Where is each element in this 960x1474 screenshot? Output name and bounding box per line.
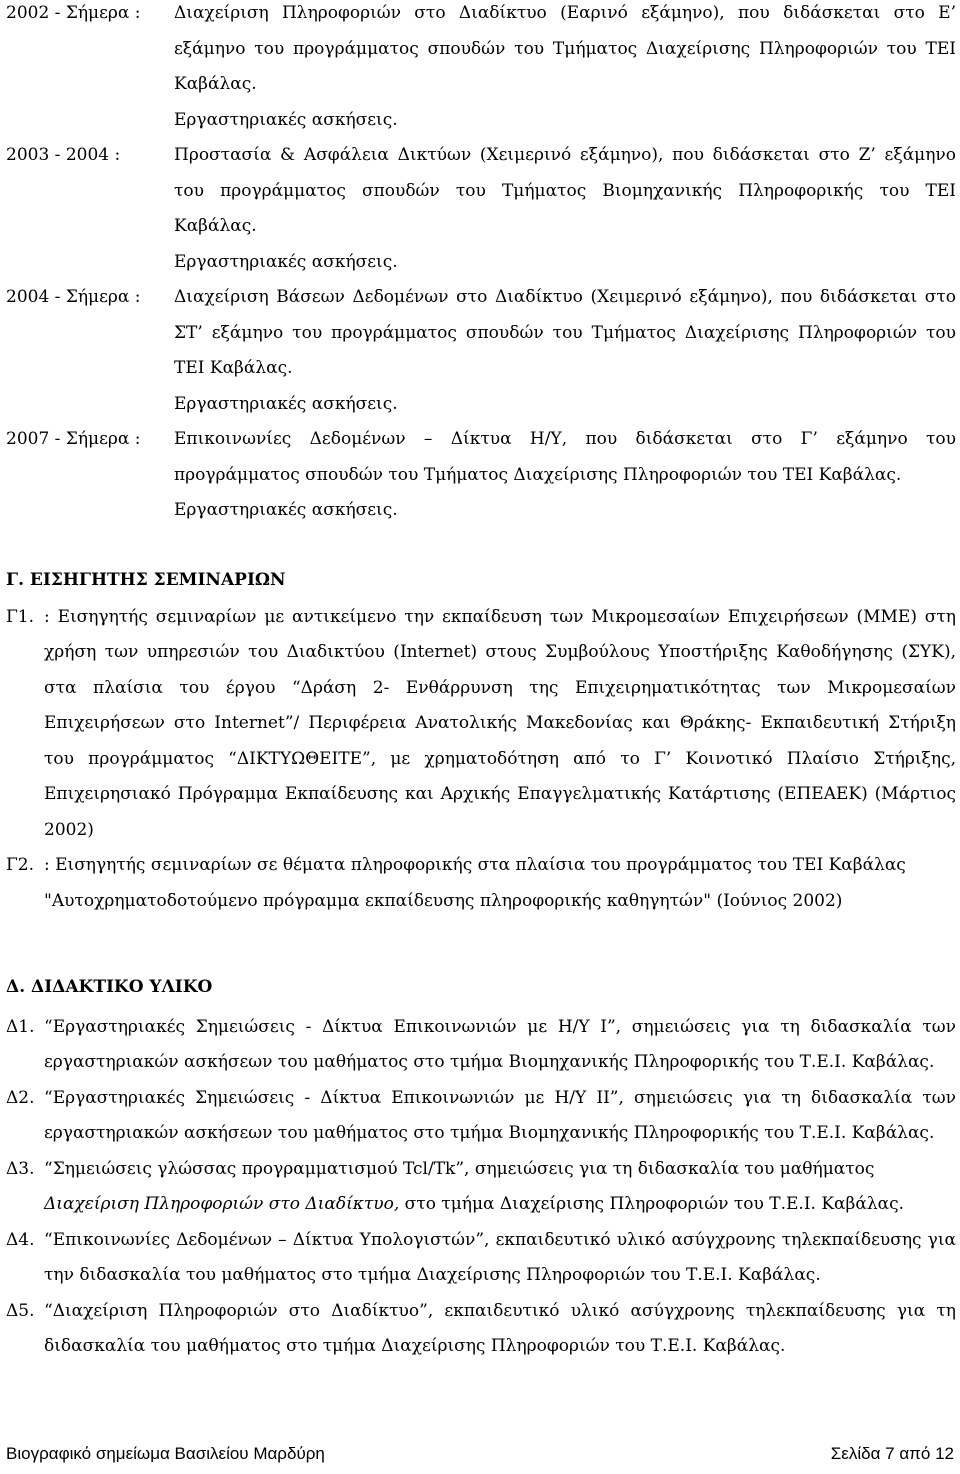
teaching-description: Διαχείριση Βάσεων Δεδομένων στο Διαδίκτυο (Χειμερινό εξάμηνο), που διδάσκεται στο ΣΤ’ εξάμηνο του προγράμματος σπουδών του Τμήματος Διαχείρισης Πληροφοριών του ΤΕΙ Καβάλας. [174, 287, 956, 378]
item-text-continued: στο τμήμα Διαχείρισης Πληροφοριών του Τ.Ε.Ι. Καβάλας. [399, 1194, 905, 1214]
item-text: “Εργαστηριακές Σημειώσεις - Δίκτυα Επικοινωνιών με Η/Υ Ι”, σημειώσεις για τη διδασκαλία των εργαστηριακών ασκήσεων του μαθήματος στο τμήμα Βιομηχανικής Πληροφορικής του Τ.Ε.Ι. Καβάλας. [44, 1016, 956, 1072]
item-number: Δ3. [6, 1158, 35, 1179]
material-item [6, 1223, 956, 1294]
item-number: Δ2. [6, 1087, 35, 1108]
item-text: : Εισηγητής σεμιναρίων σε θέματα πληροφορικής στα πλαίσια του προγράμματος του ΤΕΙ Καβάλας [44, 855, 906, 875]
section-seminars [6, 563, 956, 919]
teaching-note: Εργαστηριακές ασκήσεις. [174, 251, 398, 272]
item-number: Δ1. [6, 1016, 35, 1037]
teaching-note: Εργαστηριακές ασκήσεις. [174, 109, 398, 130]
course-title: Διαχείριση Πληροφοριών στο Διαδίκτυο, [44, 1194, 400, 1214]
teaching-note: Εργαστηριακές ασκήσεις. [174, 500, 398, 520]
item-number: Γ1. [6, 606, 35, 627]
item-text: “Σημειώσεις γλώσσας προγραμματισμού Tcl/Tk”, σημειώσεις για τη διδασκαλία του μαθήματος [44, 1158, 875, 1179]
teaching-period: 2004 - Σήμερα : [6, 287, 141, 307]
item-text: : Εισηγητής σεμιναρίων με αντικείμενο την εκπαίδευση των Μικρομεσαίων Επιχειρήσεων (ΜΜΕ) στη χρήση των υπηρεσιών του Διαδικτύου (Internet) στους Συμβούλους Υποστήριξης Καθοδήγησης (ΣΥΚ), στα πλαίσια του έργου “Δράση 2- Ενθάρρυνση της Επιχειρηματικότητας των Μικρομεσαίων Επιχειρήσεων στο Internet”/ Περιφέρεια Ανατολικής Μακεδονίας και Θράκης- Εκπαιδευτική Στήριξη του προγράμματος “ΔΙΚΤΥΩΘΕΙΤΕ”, με χρηματοδότηση από το Γ’ Κοινοτικό Πλαίσιο Στήριξης, Επιχειρησιακό Πρόγραμμα Εκπαίδευσης και Αρχικής Επαγγελματικής Κατάρτισης (ΕΠΕΑΕΚ) (Μάρτιος 2002) [44, 606, 956, 840]
item-number: Δ5. [6, 1300, 35, 1321]
teaching-entry [6, 0, 956, 138]
item-text: “Διαχείριση Πληροφοριών στο Διαδίκτυο”, εκπαιδευτικό υλικό ασύγχρονης τηλεκπαίδευσης για τη διδασκαλία του μαθήματος στο τμήμα Διαχείρισης Πληροφοριών του Τ.Ε.Ι. Καβάλας. [44, 1300, 956, 1356]
teaching-description: Επικοινωνίες Δεδομένων – Δίκτυα Η/Υ, που διδάσκεται στο Γ’ εξάμηνο του προγράμματος σπουδών του Τμήματος Διαχείρισης Πληροφοριών του ΤΕΙ Καβάλας. [174, 429, 956, 485]
seminar-item [6, 600, 956, 849]
teaching-period: 2003 - 2004 : [6, 145, 121, 165]
item-number: Δ4. [6, 1229, 35, 1250]
teaching-period: 2007 - Σήμερα : [6, 429, 141, 449]
item-text: “Επικοινωνίες Δεδομένων – Δίκτυα Υπολογιστών”, εκπαιδευτικό υλικό ασύγχρονης τηλεκπαίδευσης για την διδασκαλία του μαθήματος στο τμήμα Διαχείρισης Πληροφοριών του Τ.Ε.Ι. Καβάλας. [44, 1229, 956, 1285]
section-title: Γ. ΕΙΣΗΓΗΤΗΣ ΣΕΜΙΝΑΡΙΩΝ [6, 570, 286, 590]
item-text-continued: "Αυτοχρηματοδοτούμενο πρόγραμμα εκπαίδευσης πληροφορικής καθηγητών" (Ιούνιος 2002) [44, 890, 843, 911]
teaching-entry [6, 422, 956, 529]
page-footer [6, 1444, 954, 1464]
teaching-description: Προστασία & Ασφάλεια Δικτύων (Χειμερινό εξάμηνο), που διδάσκεται στο Ζ’ εξάμηνο του προγράμματος σπουδών του Τμήματος Βιομηχανικής Πληροφορικής του ΤΕΙ Καβάλας. [174, 145, 956, 236]
item-number: Γ2. [6, 855, 35, 875]
footer-document-title: Βιογραφικό σημείωμα Βασιλείου Μαρδύρη [6, 1444, 325, 1463]
teaching-entry [6, 280, 956, 422]
teaching-period: 2002 - Σήμερα : [6, 3, 141, 23]
teaching-note: Εργαστηριακές ασκήσεις. [174, 393, 398, 414]
material-item [6, 1152, 956, 1223]
material-item [6, 1010, 956, 1081]
section-teaching-material [6, 970, 956, 1365]
teaching-list [6, 0, 956, 529]
section-title: Δ. ΔΙΔΑΚΤΙΚΟ ΥΛΙΚΟ [6, 977, 213, 997]
material-item [6, 1081, 956, 1152]
seminar-item [6, 848, 956, 919]
item-text: “Εργαστηριακές Σημειώσεις - Δίκτυα Επικοινωνιών με Η/Υ ΙΙ”, σημειώσεις για τη διδασκαλία των εργαστηριακών ασκήσεων του μαθήματος στο τμήμα Βιομηχανικής Πληροφορικής του Τ.Ε.Ι. Καβάλας. [44, 1087, 956, 1143]
teaching-description: Διαχείριση Πληροφοριών στο Διαδίκτυο (Εαρινό εξάμηνο), που διδάσκεται στο Ε’ εξάμηνο του προγράμματος σπουδών του Τμήματος Διαχείρισης Πληροφοριών του ΤΕΙ Καβάλας. [174, 3, 956, 94]
teaching-entry [6, 138, 956, 280]
footer-page-number: Σελίδα 7 από 12 [830, 1444, 954, 1463]
material-item [6, 1294, 956, 1365]
